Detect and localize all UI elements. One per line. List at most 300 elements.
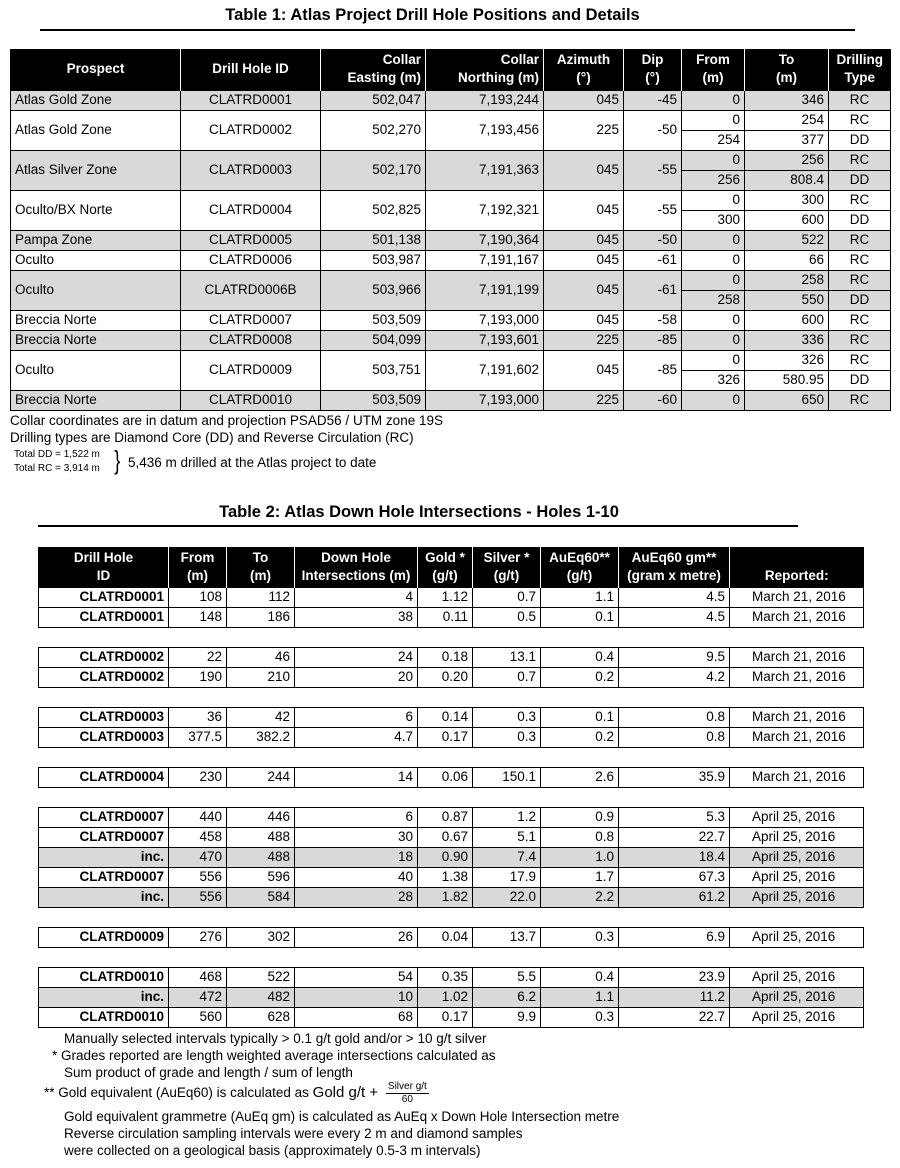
intersection-cell: 20: [295, 667, 418, 687]
reported-cell: April 25, 2016: [730, 967, 864, 987]
aueq-cell: 0.4: [541, 647, 619, 667]
total-dd: Total DD = 1,522 m: [14, 449, 100, 460]
gold-cell: 1.82: [418, 887, 473, 907]
drilling-type-cell: DD: [829, 210, 891, 230]
easting-cell: 502,170: [321, 150, 426, 190]
col-prospect: Prospect: [11, 49, 181, 90]
gold-cell: 0.20: [418, 667, 473, 687]
drill-hole-cell: CLATRD0004: [39, 767, 169, 787]
spacer-cell: [39, 627, 864, 647]
from-cell: 472: [169, 987, 227, 1007]
col-dip: Dip (°): [624, 49, 682, 90]
drilling-type-cell: DD: [829, 130, 891, 150]
aueq-gm-cell: 61.2: [619, 887, 730, 907]
intersection-cell: 24: [295, 647, 418, 667]
to-cell: 300: [745, 190, 829, 210]
from-cell: 326: [682, 370, 745, 390]
to-cell: 382.2: [227, 727, 295, 747]
prospect-cell: Atlas Silver Zone: [11, 150, 181, 190]
col-northing: Collar Northing (m): [426, 49, 544, 90]
aueq-cell: 1.1: [541, 987, 619, 1007]
gold-cell: 0.17: [418, 1007, 473, 1027]
to-cell: 66: [745, 250, 829, 270]
azimuth-cell: 045: [544, 310, 624, 330]
gold-cell: 0.35: [418, 967, 473, 987]
reported-cell: April 25, 2016: [730, 1007, 864, 1027]
col-to: To (m): [745, 49, 829, 90]
aueq-cell: 0.4: [541, 967, 619, 987]
aueq-cell: 0.8: [541, 827, 619, 847]
table1-header-row: [11, 49, 891, 90]
northing-cell: 7,191,602: [426, 350, 544, 390]
drilling-type-cell: RC: [829, 230, 891, 250]
silver-cell: 0.3: [473, 707, 541, 727]
col-drilling-type: Drilling Type: [829, 49, 891, 90]
to-cell: 488: [227, 847, 295, 867]
col-aueq: AuEq60** (g/t): [541, 547, 619, 587]
note-datum: Collar coordinates are in datum and projection PSAD56 / UTM zone 19S: [10, 413, 443, 428]
col-to: To (m): [227, 547, 295, 587]
aueq-cell: 1.7: [541, 867, 619, 887]
aueq-cell: 0.3: [541, 1007, 619, 1027]
hole-id-cell: CLATRD0009: [181, 350, 321, 390]
from-cell: 276: [169, 927, 227, 947]
table1-row: [11, 310, 891, 330]
drilling-type-cell: RC: [829, 90, 891, 110]
table2-spacer: [39, 627, 864, 647]
table2-spacer: [39, 687, 864, 707]
to-cell: 46: [227, 647, 295, 667]
aueq-gm-cell: 0.8: [619, 727, 730, 747]
northing-cell: 7,192,321: [426, 190, 544, 230]
from-cell: 148: [169, 607, 227, 627]
from-cell: 256: [682, 170, 745, 190]
reported-cell: March 21, 2016: [730, 587, 864, 607]
intersection-cell: 40: [295, 867, 418, 887]
table2-row: [39, 927, 864, 947]
intersection-cell: 4: [295, 587, 418, 607]
to-cell: 600: [745, 310, 829, 330]
table1-row: [11, 190, 891, 210]
intersection-cell: 6: [295, 807, 418, 827]
aueq-cell: 0.2: [541, 727, 619, 747]
table1-row: [11, 270, 891, 290]
aueq-cell: 0.3: [541, 927, 619, 947]
to-cell: 326: [745, 350, 829, 370]
from-cell: 190: [169, 667, 227, 687]
prospect-cell: Oculto: [11, 270, 181, 310]
hole-id-cell: CLATRD0010: [181, 390, 321, 410]
from-cell: 258: [682, 290, 745, 310]
azimuth-cell: 225: [544, 330, 624, 350]
from-cell: 108: [169, 587, 227, 607]
aueq-cell: 0.9: [541, 807, 619, 827]
aueq-gm-cell: 9.5: [619, 647, 730, 667]
col-aueq-gm: AuEq60 gm** (gram x metre): [619, 547, 730, 587]
to-cell: 210: [227, 667, 295, 687]
aueq-gm-cell: 5.3: [619, 807, 730, 827]
fraction-numerator: Silver g/t: [387, 1081, 427, 1092]
to-cell: 550: [745, 290, 829, 310]
drill-hole-cell: CLATRD0002: [39, 647, 169, 667]
hole-id-cell: CLATRD0003: [181, 150, 321, 190]
azimuth-cell: 045: [544, 350, 624, 390]
reported-cell: March 21, 2016: [730, 767, 864, 787]
silver-cell: 0.5: [473, 607, 541, 627]
to-cell: 600: [745, 210, 829, 230]
northing-cell: 7,191,363: [426, 150, 544, 190]
note-grades-1: * Grades reported are length weighted average intersections calculated as: [52, 1048, 496, 1063]
gold-cell: 1.12: [418, 587, 473, 607]
table2-row: [39, 707, 864, 727]
to-cell: 42: [227, 707, 295, 727]
from-cell: 0: [682, 270, 745, 290]
to-cell: 488: [227, 827, 295, 847]
to-cell: 584: [227, 887, 295, 907]
to-cell: 377: [745, 130, 829, 150]
hole-id-cell: CLATRD0002: [181, 110, 321, 150]
col-intersections: Down Hole Intersections (m): [295, 547, 418, 587]
gold-cell: 0.18: [418, 647, 473, 667]
from-cell: 556: [169, 887, 227, 907]
to-cell: 580.95: [745, 370, 829, 390]
intersections-table: [38, 547, 864, 1028]
easting-cell: 503,509: [321, 310, 426, 330]
hole-id-cell: CLATRD0007: [181, 310, 321, 330]
intersection-cell: 30: [295, 827, 418, 847]
from-cell: 0: [682, 150, 745, 170]
prospect-cell: Oculto: [11, 250, 181, 270]
northing-cell: 7,191,199: [426, 270, 544, 310]
from-cell: 468: [169, 967, 227, 987]
aueq-gm-cell: 22.7: [619, 827, 730, 847]
table2-spacer: [39, 787, 864, 807]
intersection-cell: 26: [295, 927, 418, 947]
azimuth-cell: 045: [544, 270, 624, 310]
from-cell: 0: [682, 230, 745, 250]
intersection-cell: 28: [295, 887, 418, 907]
gold-cell: 0.14: [418, 707, 473, 727]
drilling-type-cell: DD: [829, 290, 891, 310]
table2-row: [39, 587, 864, 607]
from-cell: 560: [169, 1007, 227, 1027]
northing-cell: 7,190,364: [426, 230, 544, 250]
prospect-cell: Breccia Norte: [11, 390, 181, 410]
gold-cell: 0.67: [418, 827, 473, 847]
col-easting: Collar Easting (m): [321, 49, 426, 90]
fraction-denominator: 60: [401, 1094, 413, 1105]
col-hole-id: Drill Hole ID: [181, 49, 321, 90]
from-cell: 22: [169, 647, 227, 667]
spacer-cell: [39, 687, 864, 707]
intersection-cell: 54: [295, 967, 418, 987]
northing-cell: 7,191,167: [426, 250, 544, 270]
table2-spacer: [39, 747, 864, 767]
col-drill-hole-id: Drill Hole ID: [39, 547, 169, 587]
to-cell: 522: [745, 230, 829, 250]
drill-hole-cell: CLATRD0007: [39, 827, 169, 847]
drilling-type-cell: RC: [829, 150, 891, 170]
drilling-type-cell: RC: [829, 390, 891, 410]
dip-cell: -60: [624, 390, 682, 410]
azimuth-cell: 045: [544, 190, 624, 230]
aueq-gm-cell: 35.9: [619, 767, 730, 787]
table2-title-rule: [38, 525, 798, 527]
aueq-gm-cell: 4.5: [619, 587, 730, 607]
dip-cell: -85: [624, 350, 682, 390]
hole-id-cell: CLATRD0005: [181, 230, 321, 250]
dip-cell: -58: [624, 310, 682, 330]
aueq-gm-cell: 18.4: [619, 847, 730, 867]
easting-cell: 503,751: [321, 350, 426, 390]
from-cell: 0: [682, 190, 745, 210]
silver-cell: 13.7: [473, 927, 541, 947]
drilling-type-cell: RC: [829, 110, 891, 130]
reported-cell: March 21, 2016: [730, 607, 864, 627]
table2-row: [39, 667, 864, 687]
gold-cell: 0.17: [418, 727, 473, 747]
azimuth-cell: 225: [544, 390, 624, 410]
drill-hole-cell: inc.: [39, 987, 169, 1007]
azimuth-cell: 225: [544, 110, 624, 150]
table2-row: [39, 867, 864, 887]
reported-cell: April 25, 2016: [730, 987, 864, 1007]
from-cell: 0: [682, 110, 745, 130]
aueq-gm-cell: 67.3: [619, 867, 730, 887]
silver-cell: 150.1: [473, 767, 541, 787]
note-rc-2: were collected on a geological basis (approximately 0.5-3 m intervals): [64, 1143, 481, 1158]
to-cell: 254: [745, 110, 829, 130]
table2-row: [39, 607, 864, 627]
northing-cell: 7,193,000: [426, 310, 544, 330]
from-cell: 0: [682, 330, 745, 350]
drilling-type-cell: DD: [829, 170, 891, 190]
silver-cell: 0.3: [473, 727, 541, 747]
table2-row: [39, 727, 864, 747]
aueq-cell: 2.6: [541, 767, 619, 787]
table1-row: [11, 150, 891, 170]
to-cell: 522: [227, 967, 295, 987]
table1-row: [11, 90, 891, 110]
table1-title: Table 1: Atlas Project Drill Hole Positions and Details: [225, 6, 640, 24]
drilling-type-cell: RC: [829, 190, 891, 210]
dip-cell: -45: [624, 90, 682, 110]
drill-hole-cell: CLATRD0001: [39, 607, 169, 627]
dip-cell: -61: [624, 250, 682, 270]
col-silver: Silver * (g/t): [473, 547, 541, 587]
totals-block: [14, 448, 100, 476]
from-cell: 458: [169, 827, 227, 847]
drilling-type-cell: DD: [829, 370, 891, 390]
note-manual: Manually selected intervals typically > 0.1 g/t gold and/or > 10 g/t silver: [64, 1031, 487, 1046]
to-cell: 256: [745, 150, 829, 170]
drill-hole-cell: CLATRD0010: [39, 1007, 169, 1027]
aueq-cell: 0.2: [541, 667, 619, 687]
from-cell: 556: [169, 867, 227, 887]
drilling-type-cell: RC: [829, 350, 891, 370]
drill-hole-cell: CLATRD0007: [39, 867, 169, 887]
to-cell: 336: [745, 330, 829, 350]
easting-cell: 503,987: [321, 250, 426, 270]
intersection-cell: 38: [295, 607, 418, 627]
drill-hole-cell: inc.: [39, 887, 169, 907]
from-cell: 0: [682, 350, 745, 370]
intersection-cell: 4.7: [295, 727, 418, 747]
note-grades-2: Sum product of grade and length / sum of length: [64, 1065, 353, 1080]
aueq-gm-cell: 22.7: [619, 1007, 730, 1027]
note-aueq-formula: Gold g/t +: [312, 1084, 379, 1102]
table2-row: [39, 887, 864, 907]
reported-cell: April 25, 2016: [730, 827, 864, 847]
to-cell: 186: [227, 607, 295, 627]
aueq-fraction: [386, 1081, 429, 1106]
table2-row: [39, 967, 864, 987]
table2-header-row: [39, 547, 864, 587]
hole-id-cell: CLATRD0004: [181, 190, 321, 230]
table2-title: Table 2: Atlas Down Hole Intersections - Holes 1-10: [219, 503, 619, 521]
drill-hole-cell: CLATRD0003: [39, 727, 169, 747]
from-cell: 230: [169, 767, 227, 787]
table1-title-rule: [40, 29, 855, 31]
to-cell: 650: [745, 390, 829, 410]
azimuth-cell: 045: [544, 230, 624, 250]
aueq-gm-cell: 23.9: [619, 967, 730, 987]
note-grammetre: Gold equivalent grammetre (AuEq gm) is calculated as AuEq x Down Hole Intersection metre: [64, 1109, 620, 1124]
silver-cell: 17.9: [473, 867, 541, 887]
easting-cell: 503,966: [321, 270, 426, 310]
to-cell: 112: [227, 587, 295, 607]
dip-cell: -85: [624, 330, 682, 350]
gold-cell: 0.04: [418, 927, 473, 947]
drill-hole-cell: inc.: [39, 847, 169, 867]
easting-cell: 504,099: [321, 330, 426, 350]
dip-cell: -61: [624, 270, 682, 310]
note-rc-1: Reverse circulation sampling intervals were every 2 m and diamond samples: [64, 1126, 523, 1141]
note-aueq-prefix: ** Gold equivalent (AuEq60) is calculated as: [44, 1085, 309, 1101]
drill-hole-cell: CLATRD0002: [39, 667, 169, 687]
silver-cell: 7.4: [473, 847, 541, 867]
silver-cell: 6.2: [473, 987, 541, 1007]
silver-cell: 22.0: [473, 887, 541, 907]
hole-id-cell: CLATRD0008: [181, 330, 321, 350]
from-cell: 254: [682, 130, 745, 150]
note-drilling-types: Drilling types are Diamond Core (DD) and Reverse Circulation (RC): [10, 430, 414, 445]
easting-cell: 502,047: [321, 90, 426, 110]
reported-cell: March 21, 2016: [730, 667, 864, 687]
table2-row: [39, 847, 864, 867]
hole-id-cell: CLATRD0001: [181, 90, 321, 110]
silver-cell: 5.5: [473, 967, 541, 987]
gold-cell: 0.90: [418, 847, 473, 867]
dip-cell: -55: [624, 190, 682, 230]
drill-hole-cell: CLATRD0010: [39, 967, 169, 987]
drilling-type-cell: RC: [829, 270, 891, 290]
to-cell: 596: [227, 867, 295, 887]
prospect-cell: Atlas Gold Zone: [11, 110, 181, 150]
silver-cell: 9.9: [473, 1007, 541, 1027]
table2-row: [39, 987, 864, 1007]
table1-row: [11, 350, 891, 370]
gold-cell: 1.38: [418, 867, 473, 887]
prospect-cell: Atlas Gold Zone: [11, 90, 181, 110]
aueq-cell: 2.2: [541, 887, 619, 907]
drill-hole-cell: CLATRD0007: [39, 807, 169, 827]
spacer-cell: [39, 787, 864, 807]
col-from: From (m): [682, 49, 745, 90]
prospect-cell: Breccia Norte: [11, 310, 181, 330]
from-cell: 300: [682, 210, 745, 230]
azimuth-cell: 045: [544, 90, 624, 110]
drill-hole-cell: CLATRD0001: [39, 587, 169, 607]
aueq-gm-cell: 4.5: [619, 607, 730, 627]
to-cell: 482: [227, 987, 295, 1007]
spacer-cell: [39, 947, 864, 967]
prospect-cell: Oculto/BX Norte: [11, 190, 181, 230]
easting-cell: 503,509: [321, 390, 426, 410]
drill-hole-positions-table: [10, 49, 891, 411]
intersection-cell: 68: [295, 1007, 418, 1027]
from-cell: 0: [682, 90, 745, 110]
intersection-cell: 10: [295, 987, 418, 1007]
table1-row: [11, 330, 891, 350]
northing-cell: 7,193,244: [426, 90, 544, 110]
col-azimuth: Azimuth (°): [544, 49, 624, 90]
drill-hole-cell: CLATRD0003: [39, 707, 169, 727]
prospect-cell: Oculto: [11, 350, 181, 390]
col-from: From (m): [169, 547, 227, 587]
aueq-cell: 1.0: [541, 847, 619, 867]
northing-cell: 7,193,601: [426, 330, 544, 350]
from-cell: 0: [682, 310, 745, 330]
table2-spacer: [39, 947, 864, 967]
aueq-gm-cell: 0.8: [619, 707, 730, 727]
table1-row: [11, 390, 891, 410]
table2-row: [39, 807, 864, 827]
to-cell: 302: [227, 927, 295, 947]
intersection-cell: 6: [295, 707, 418, 727]
hole-id-cell: CLATRD0006: [181, 250, 321, 270]
reported-cell: March 21, 2016: [730, 647, 864, 667]
reported-cell: April 25, 2016: [730, 847, 864, 867]
drilling-type-cell: RC: [829, 330, 891, 350]
northing-cell: 7,193,456: [426, 110, 544, 150]
to-cell: 808.4: [745, 170, 829, 190]
drilling-type-cell: RC: [829, 310, 891, 330]
from-cell: 0: [682, 250, 745, 270]
table2-row: [39, 647, 864, 667]
aueq-cell: 1.1: [541, 587, 619, 607]
northing-cell: 7,193,000: [426, 390, 544, 410]
aueq-gm-cell: 6.9: [619, 927, 730, 947]
reported-cell: March 21, 2016: [730, 727, 864, 747]
from-cell: 377.5: [169, 727, 227, 747]
table1-row: [11, 230, 891, 250]
aueq-gm-cell: 11.2: [619, 987, 730, 1007]
aueq-gm-cell: 4.2: [619, 667, 730, 687]
to-cell: 628: [227, 1007, 295, 1027]
drilling-type-cell: RC: [829, 250, 891, 270]
aueq-cell: 0.1: [541, 707, 619, 727]
table2-spacer: [39, 907, 864, 927]
intersection-cell: 14: [295, 767, 418, 787]
total-rc: Total RC = 3,914 m: [14, 463, 100, 474]
dip-cell: -50: [624, 110, 682, 150]
prospect-cell: Pampa Zone: [11, 230, 181, 250]
azimuth-cell: 045: [544, 150, 624, 190]
spacer-cell: [39, 747, 864, 767]
silver-cell: 0.7: [473, 587, 541, 607]
drill-hole-cell: CLATRD0009: [39, 927, 169, 947]
